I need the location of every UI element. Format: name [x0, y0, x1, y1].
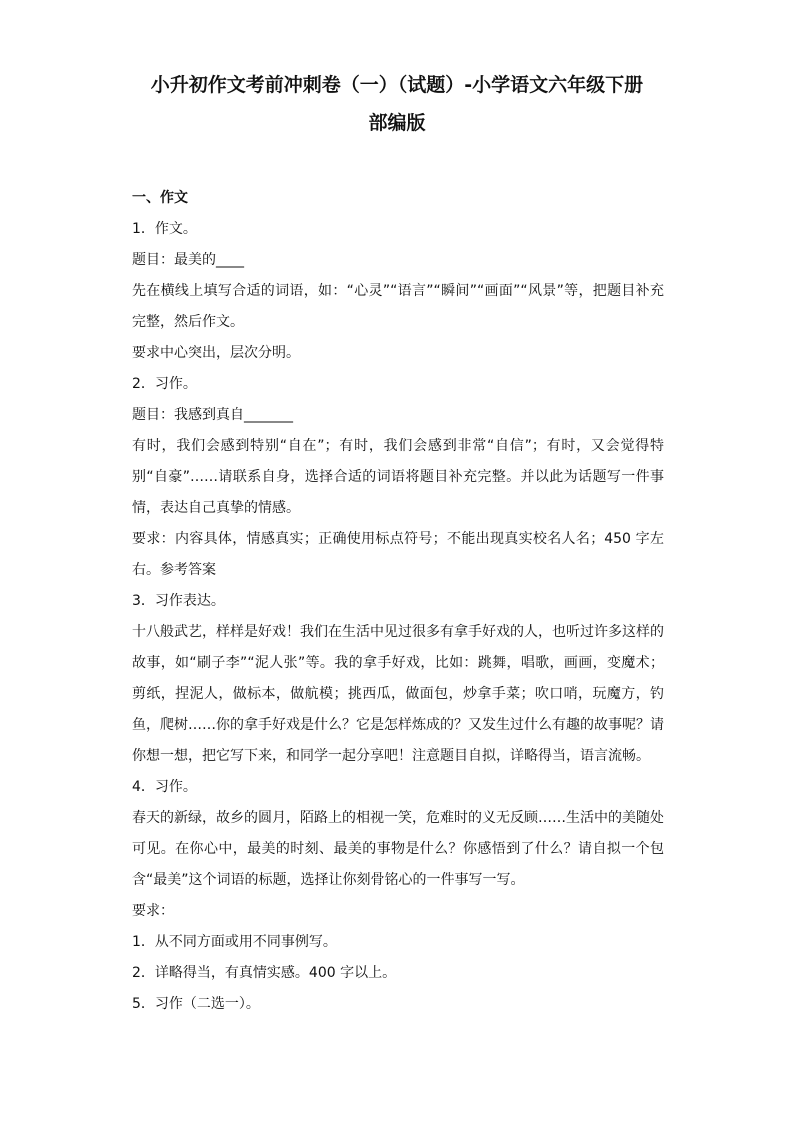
q2-requirement: 要求：内容具体，情感真实；正确使用标点符号；不能出现真实校名人名；450 字左右。参考答案 [132, 531, 664, 578]
q3-instruction: 十八般武艺，样样是好戏！我们在生活中见过很多有拿手好戏的人，也听过许多这样的故事，如“刷子李”“泥人张”等。我的拿手好戏，比如：跳舞，唱歌，画画，变魔术；剪纸，捏泥人，做标本，做航模；挑西瓜，做面包，炒拿手菜；吹口哨，玩魔方，钓鱼，爬树……你的拿手好戏是什么？它是怎样炼成的？又发生过什么有趣的故事呢？请你想一想，把它写下来，和同学一起分享吧！注意题目自拟，详略得当，语言流畅。 [132, 624, 664, 764]
q2-instruction: 有时，我们会感到特别“自在”；有时，我们会感到非常“自信”；有时，又会觉得特别“自豪”……请联系自身，选择合适的词语将题目补充完整。并以此为话题写一件事情，表达自己真挚的情感。 [132, 438, 664, 516]
document-body [132, 183, 664, 1020]
q1-topic: 题目：最美的____ [132, 252, 244, 268]
q4-instruction: 春天的新绿，故乡的圆月，陌路上的相视一笑，危难时的义无反顾……生活中的美随处可见。在你心中，最美的时刻、最美的事物是什么？你感悟到了什么？请自拟一个包含“最美”这个词语的标题，选择让你刻骨铭心的一件事写一写。 [132, 810, 664, 888]
q2-topic: 题目：我感到真自_______ [132, 407, 293, 423]
q5-number: 5．习作（二选一）。 [132, 996, 260, 1012]
q3-number: 3．习作表达。 [132, 593, 225, 609]
q1-instruction: 先在横线上填写合适的词语，如：“心灵”“语言”“瞬间”“画面”“风景”等，把题目补充完整，然后作文。 [132, 283, 664, 330]
section-heading: 一、作文 [132, 190, 188, 206]
title-line-2: 部编版 [368, 112, 426, 134]
document-title [60, 66, 734, 142]
q1-number: 1．作文。 [132, 221, 197, 237]
q4-requirement-2: 2．详略得当，有真情实感。400 字以上。 [132, 965, 397, 981]
q4-requirement-1: 1．从不同方面或用不同事例写。 [132, 934, 337, 950]
q2-number: 2．习作。 [132, 376, 197, 392]
title-line-1: 小升初作文考前冲刺卷（一）（试题）-小学语文六年级下册 [150, 74, 644, 96]
q4-requirement-label: 要求： [132, 903, 174, 919]
q1-requirement: 要求中心突出，层次分明。 [132, 345, 300, 361]
q4-number: 4．习作。 [132, 779, 197, 795]
